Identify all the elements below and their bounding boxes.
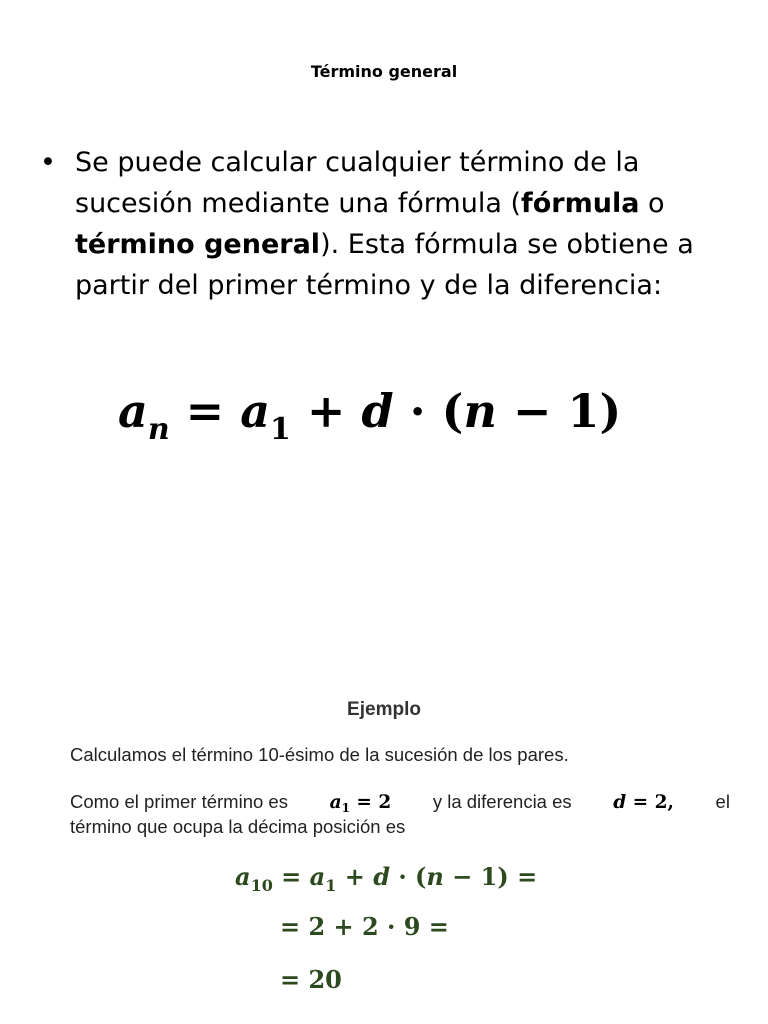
example-d-eq: = 2,	[626, 792, 674, 813]
formula-d-var: d	[361, 384, 394, 438]
example-line-2-c: el	[715, 791, 730, 812]
calc-tail: − 1) =	[443, 862, 538, 891]
example-line-2-b: y la diferencia es	[432, 791, 572, 812]
bullet-bold-general-term: término general	[75, 229, 321, 260]
example-line-2-a: Como el primer término es	[70, 791, 288, 812]
formula-a1-sub: 1	[270, 412, 291, 447]
example-a1-eq: = 2	[349, 792, 392, 813]
general-term-formula	[118, 384, 658, 447]
calc-dot-open: · (	[389, 862, 427, 891]
bullet-text	[75, 142, 730, 306]
example-line-3: término que ocupa la décima posición es	[70, 816, 406, 837]
formula-an-sub: n	[147, 412, 170, 447]
bullet-point	[40, 142, 730, 306]
example-line-1: Calculamos el término 10-ésimo de la sucesión de los pares.	[70, 744, 569, 765]
calc-step-2: = 2 + 2 · 9 =	[280, 912, 449, 941]
calc-plus: +	[336, 862, 374, 891]
calc-a1-sub: 1	[325, 876, 337, 895]
calc-a1-var: a	[309, 862, 326, 891]
example-d-var: d	[613, 792, 627, 813]
calc-n-var: n	[426, 862, 444, 891]
example-a1-var: a	[329, 792, 342, 813]
calc-d-var: d	[373, 862, 390, 891]
formula-dot-open: · (	[393, 384, 464, 438]
formula-n-var: n	[463, 384, 497, 438]
calc-equals: =	[272, 862, 310, 891]
bullet-icon: •	[40, 147, 56, 178]
bullet-text-part1: Se puede calcular cualquier término de la sucesión mediante una fórmula (	[75, 147, 640, 219]
bullet-text-part3: ). Esta fórmula se obtiene a partir del primer término y de la diferencia:	[75, 229, 694, 301]
formula-plus: +	[290, 384, 362, 438]
formula-a1-var: a	[240, 384, 271, 438]
bullet-bold-formula: fórmula	[521, 188, 640, 219]
formula-equals: =	[169, 384, 241, 438]
formula-an-var: a	[118, 384, 148, 438]
calc-a10-sub: 10	[250, 876, 273, 895]
calc-step-3: = 20	[280, 965, 342, 994]
bullet-text-part2: o	[639, 188, 665, 219]
slide-title: Término general	[310, 62, 458, 81]
calc-step-1	[235, 862, 538, 895]
example-paragraph	[70, 790, 730, 839]
example-d-expr	[613, 790, 674, 815]
calc-a10-var: a	[235, 862, 251, 891]
example-a1-sub: 1	[341, 801, 350, 815]
formula-minus-one: − 1)	[496, 384, 622, 438]
example-a1-expr	[330, 790, 392, 815]
example-heading: Ejemplo	[347, 699, 421, 720]
example-line-2	[70, 790, 730, 815]
